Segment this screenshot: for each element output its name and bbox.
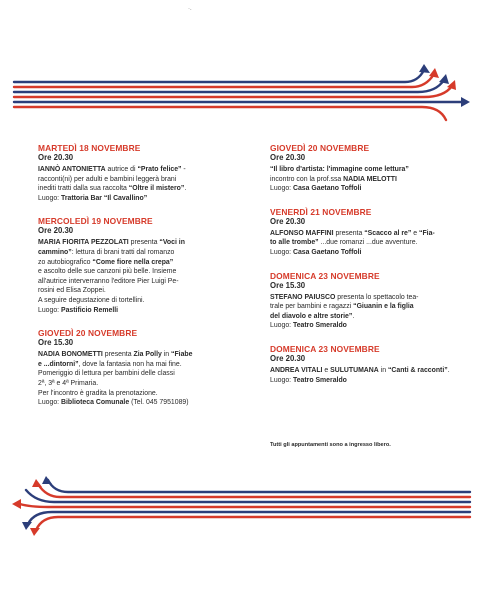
event-description-line (38, 296, 244, 306)
event-description-line (38, 286, 244, 296)
body-text: ...due romanzi ...due avventure. (318, 239, 418, 247)
emphasis-text: “Come fiore nella crepa” (92, 258, 174, 266)
body-text: presenta (128, 239, 160, 247)
body-text: all'autrice interverranno l'editore Pier Luigi Pe- (38, 277, 179, 285)
emphasis-text: IANNÒ ANTONIETTA (38, 166, 106, 173)
event-description-line (270, 165, 450, 175)
left-column (38, 143, 244, 421)
emphasis-text: STEFANO PAIUSCO (270, 293, 336, 301)
emphasis-text: MARIA FIORITA PEZZOLATI (38, 239, 129, 247)
event-description-line (38, 360, 244, 370)
event-description-line (38, 248, 244, 258)
event-description-line (270, 376, 450, 386)
event-description-line (38, 350, 244, 360)
emphasis-text: Teatro Smeraldo (293, 376, 347, 384)
event-item (38, 328, 244, 408)
event-description-line (38, 306, 244, 316)
body-text: Luogo: (270, 248, 293, 256)
body-text: Luogo: (270, 322, 293, 330)
event-description-line (270, 302, 450, 312)
body-text: Luogo: (270, 185, 293, 193)
body-text: in (161, 351, 172, 359)
event-item (38, 216, 244, 315)
emphasis-text: e ...dintorni” (38, 360, 79, 368)
event-description-line (270, 321, 450, 331)
emphasis-text: Pastificio Remelli (61, 306, 119, 314)
body-text: Luogo: (38, 306, 61, 314)
emphasis-text: “Voci in (159, 239, 185, 247)
right-column (270, 143, 450, 398)
event-description-line (270, 175, 450, 185)
emphasis-text: “Il libro d'artista: l'immagine come lettura” (270, 166, 409, 173)
event-item (270, 207, 450, 258)
event-date: DOMENICA 23 NOVEMBRE (270, 270, 380, 281)
body-text: Luogo: (38, 194, 61, 202)
event-description-line (270, 248, 450, 258)
event-description-line (38, 175, 244, 185)
body-text: racconti(ni) per adulti e bambini leggerà brani (38, 175, 177, 183)
emphasis-text: “Giuanin e la figlia (353, 303, 414, 311)
event-description-line (38, 398, 244, 408)
body-text: trale per bambini e ragazzi (270, 303, 354, 311)
body-text: e (322, 366, 331, 374)
event-time: Ore 20.30 (38, 153, 74, 162)
event-date: VENERDÌ 21 NOVEMBRE (270, 206, 372, 217)
event-description-line (270, 238, 450, 248)
emphasis-text: “Fiabe (171, 351, 193, 359)
body-text: , dove la fantasia non ha mai fine. (78, 360, 182, 368)
emphasis-text: Teatro Smeraldo (293, 322, 347, 330)
event-description-line (38, 369, 244, 379)
event-item (38, 143, 244, 203)
event-item (270, 344, 450, 385)
emphasis-text: Casa Gaetano Toffoli (293, 248, 362, 256)
event-date: GIOVEDÌ 20 NOVEMBRE (38, 328, 138, 339)
body-text: . (184, 185, 187, 193)
body-text: presenta (102, 351, 134, 359)
emphasis-text: to alle trombe” (270, 239, 319, 247)
emphasis-text: Casa Gaetano Toffoli (293, 185, 362, 193)
emphasis-text: Zia Polly (133, 351, 162, 359)
emphasis-text: del diavolo e altre storie” (270, 312, 353, 320)
emphasis-text: SULUTUMANA (330, 366, 379, 374)
event-description-line (270, 366, 450, 376)
body-text: A seguire degustazione di tortellini. (38, 296, 145, 304)
event-time: Ore 20.30 (270, 153, 306, 162)
event-time: Ore 15.30 (38, 338, 74, 348)
event-description-line (270, 293, 450, 303)
event-date: GIOVEDÌ 20 NOVEMBRE (270, 143, 370, 153)
emphasis-text: ANDREA VITALI (270, 366, 323, 374)
event-description-line (270, 312, 450, 322)
body-text: : lettura di brani tratti dal romanzo (71, 248, 175, 256)
body-text: Pomeriggio di lettura per bambini delle classi (38, 370, 175, 378)
event-description-line (270, 184, 450, 194)
event-item (270, 143, 450, 194)
event-date: DOMENICA 23 NOVEMBRE (270, 343, 380, 354)
emphasis-text: “Scacco al re” (364, 229, 412, 237)
event-date: MERCOLEDÌ 19 NOVEMBRE (38, 216, 153, 227)
event-description-line (38, 194, 244, 204)
body-text: zo autobiografico (38, 258, 93, 266)
body-text: in (378, 366, 388, 374)
body-text: . (352, 312, 355, 320)
body-text: 2ª, 3ª e 4ª Primaria. (38, 379, 99, 387)
event-description-line (270, 229, 450, 239)
emphasis-text: ALFONSO MAFFINI (270, 229, 334, 237)
emphasis-text: Biblioteca Comunale (61, 399, 130, 407)
body-text: - (181, 166, 186, 173)
event-time: Ore 15.30 (270, 280, 306, 290)
emphasis-text: NADIA MELOTTI (343, 175, 397, 183)
body-text: Per l'incontro è gradita la prenotazione. (38, 389, 158, 397)
emphasis-text: “Canti & racconti” (387, 366, 448, 374)
emphasis-text: cammino” (38, 248, 72, 256)
body-text: inediti tratti dalla sua raccolta (38, 185, 129, 193)
body-text: . (447, 366, 450, 374)
bottom-arrow-decoration (0, 476, 483, 536)
event-time: Ore 20.30 (270, 216, 306, 226)
body-text: e ascolto delle sue canzoni più belle. Insieme (38, 268, 177, 276)
emphasis-text: “Prato felice” (137, 166, 182, 173)
event-description-line (38, 184, 244, 194)
body-text: incontro con la prof.ssa (270, 175, 344, 183)
event-item (270, 271, 450, 331)
body-text: autrice di (105, 166, 138, 173)
body-text: rosini ed Elisa Zoppei. (38, 287, 106, 295)
body-text: e (411, 229, 419, 237)
event-description-line (38, 277, 244, 287)
body-text: presenta (333, 229, 365, 237)
event-date: MARTEDÌ 18 NOVEMBRE (38, 143, 141, 153)
emphasis-text: “Oltre il mistero” (128, 185, 185, 193)
body-text: presenta lo spettacolo tea- (335, 293, 419, 301)
event-description-line (38, 379, 244, 389)
event-description-line (38, 238, 244, 248)
top-arrow-decoration (0, 62, 483, 122)
emphasis-text: “Fia- (419, 229, 435, 237)
event-description-line (38, 389, 244, 399)
footer-note: Tutti gli appuntamenti sono a ingresso libero. (270, 442, 391, 448)
emphasis-text: Trattoria Bar “Il Cavallino” (61, 194, 148, 202)
event-description-line (38, 267, 244, 277)
body-text: (Tel. 045 7951089) (129, 399, 189, 407)
event-time: Ore 20.30 (38, 226, 74, 236)
emphasis-text: NADIA BONOMETTI (38, 351, 103, 359)
event-description-line (38, 165, 244, 175)
event-description-line (38, 258, 244, 268)
body-text: Luogo: (38, 399, 61, 407)
body-text: Luogo: (270, 376, 293, 384)
event-time: Ore 20.30 (270, 353, 306, 363)
scan-speck: ·. (188, 6, 192, 12)
